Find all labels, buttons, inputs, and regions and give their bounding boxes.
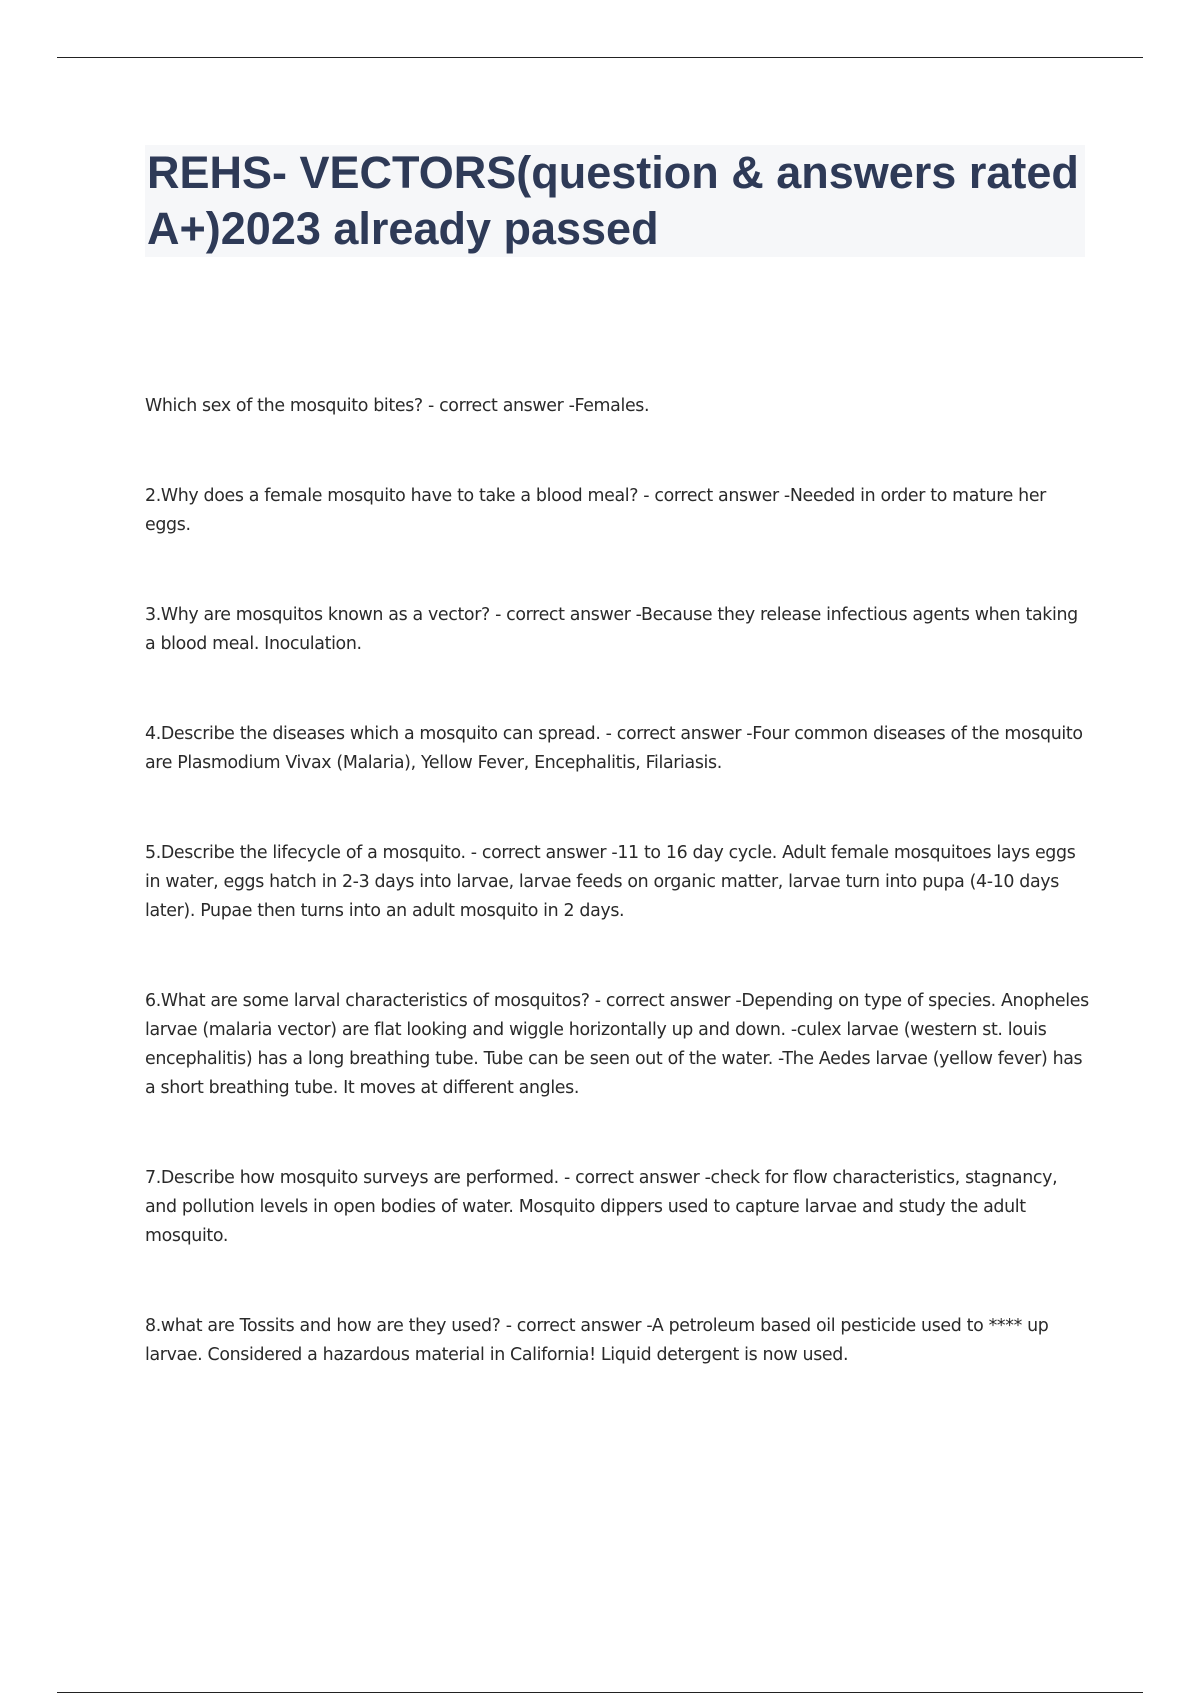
qa-item: 7.Describe how mosquito surveys are performed. - correct answer -check for flow characteristics, stagnancy, and pollution levels in open bodies of water. Mosquito dippers used to capture larvae and study the adult mosquito. xyxy=(145,1168,1058,1246)
qa-item: 6.What are some larval characteristics of mosquitos? - correct answer -Depending on type of species. Anopheles larvae (malaria vector) are flat looking and wiggle horizontally up and down. -culex larvae (western st. louis encephalitis) has a long breathing tube. Tube can be seen out of the water. -The Aedes larvae (yellow fever) has a short breathing tube. It moves at different angles. xyxy=(145,991,1089,1098)
qa-item: 4.Describe the diseases which a mosquito can spread. - correct answer -Four common diseases of the mosquito are Plasmodium Vivax (Malaria), Yellow Fever, Encephalitis, Filariasis. xyxy=(145,724,1083,773)
qa-item: 3.Why are mosquitos known as a vector? - correct answer -Because they release infectious agents when taking a blood meal. Inoculation. xyxy=(145,605,1078,654)
qa-list xyxy=(145,392,1093,1431)
document-title: REHS- VECTORS(question & answers rated A+)2023 already passed xyxy=(147,147,1079,254)
qa-item: 5.Describe the lifecycle of a mosquito. - correct answer -11 to 16 day cycle. Adult female mosquitoes lays eggs in water, eggs hatch in 2-3 days into larvae, larvae feeds on organic matter, larvae turn into pupa (4-10 days later). Pupae then turns into an adult mosquito in 2 days. xyxy=(145,843,1076,921)
top-rule xyxy=(57,57,1143,58)
qa-item: 8.what are Tossits and how are they used? - correct answer -A petroleum based oil pesticide used to **** up larvae. Considered a hazardous material in California! Liquid detergent is now used. xyxy=(145,1316,1049,1365)
bottom-rule xyxy=(57,1692,1143,1693)
qa-item: 2.Why does a female mosquito have to take a blood meal? - correct answer -Needed in order to mature her eggs. xyxy=(145,486,1046,535)
qa-item: Which sex of the mosquito bites? - correct answer -Females. xyxy=(145,396,650,416)
title-block xyxy=(145,145,1085,257)
